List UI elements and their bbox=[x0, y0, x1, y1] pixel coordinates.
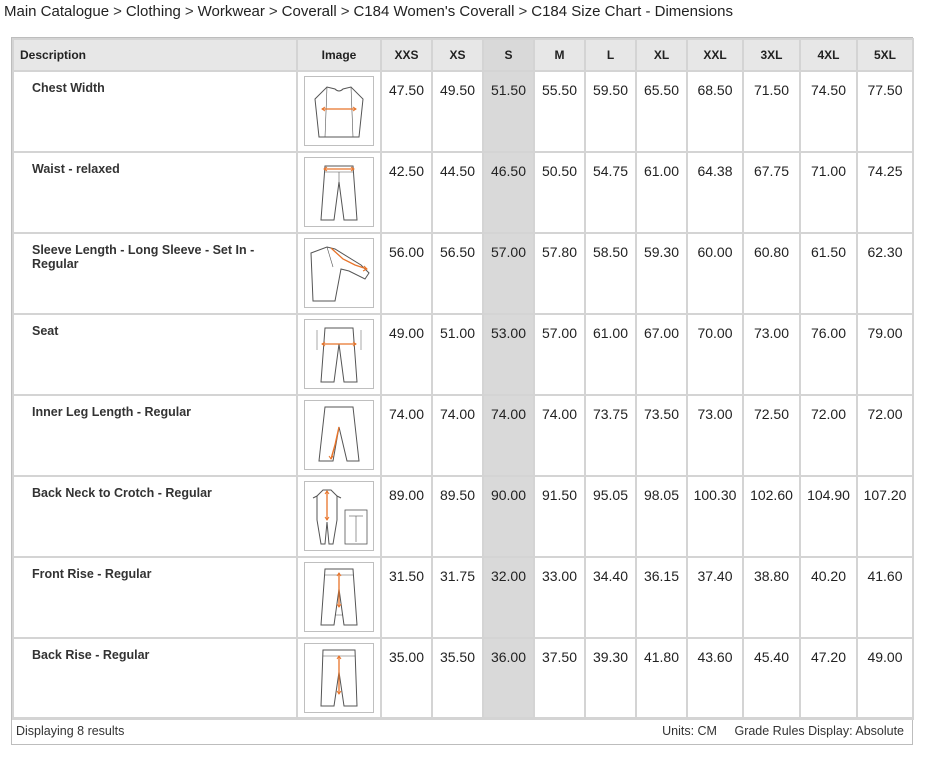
measurement-value: 43.60 bbox=[687, 638, 743, 719]
breadcrumb-separator: > bbox=[268, 3, 278, 20]
inner-leg-diagram-icon[interactable] bbox=[304, 400, 374, 470]
column-header-size[interactable]: XXS bbox=[381, 39, 432, 71]
breadcrumb-link[interactable]: Workwear bbox=[197, 3, 265, 20]
column-header-size[interactable]: 4XL bbox=[800, 39, 857, 71]
measurement-value: 73.50 bbox=[636, 395, 687, 476]
measurement-image-cell bbox=[297, 557, 381, 638]
measurement-image-cell bbox=[297, 476, 381, 557]
measurement-value: 107.20 bbox=[857, 476, 913, 557]
measurement-value: 65.50 bbox=[636, 71, 687, 152]
table-row bbox=[13, 476, 913, 557]
measurement-value: 35.50 bbox=[432, 638, 483, 719]
measurement-description: Back Rise - Regular bbox=[13, 638, 297, 719]
measurement-value: 49.00 bbox=[857, 638, 913, 719]
measurement-value: 95.05 bbox=[585, 476, 636, 557]
measurement-description: Inner Leg Length - Regular bbox=[13, 395, 297, 476]
seat-diagram-icon[interactable] bbox=[304, 319, 374, 389]
measurement-image-cell bbox=[297, 233, 381, 314]
measurement-value: 31.50 bbox=[381, 557, 432, 638]
front-rise-diagram-icon[interactable] bbox=[304, 562, 374, 632]
table-row bbox=[13, 233, 913, 314]
breadcrumb-separator: > bbox=[113, 3, 122, 20]
measurement-value: 56.50 bbox=[432, 233, 483, 314]
column-header-size[interactable]: 5XL bbox=[857, 39, 913, 71]
measurement-image-cell bbox=[297, 71, 381, 152]
measurement-image-cell bbox=[297, 152, 381, 233]
sleeve-length-diagram-icon[interactable] bbox=[304, 238, 374, 308]
units-label: Units: CM bbox=[662, 724, 717, 738]
table-row bbox=[13, 314, 913, 395]
measurement-value: 46.50 bbox=[483, 152, 534, 233]
measurement-value: 72.00 bbox=[800, 395, 857, 476]
breadcrumb-current: C184 Size Chart - Dimensions bbox=[531, 3, 733, 20]
breadcrumb-separator: > bbox=[184, 3, 194, 20]
measurement-value: 68.50 bbox=[687, 71, 743, 152]
measurement-value: 42.50 bbox=[381, 152, 432, 233]
measurement-value: 38.80 bbox=[743, 557, 800, 638]
breadcrumb-link[interactable]: C184 Women's Coverall bbox=[353, 3, 515, 20]
measurement-value: 56.00 bbox=[381, 233, 432, 314]
measurement-value: 59.30 bbox=[636, 233, 687, 314]
measurement-value: 57.00 bbox=[534, 314, 585, 395]
measurement-value: 51.50 bbox=[483, 71, 534, 152]
measurement-value: 72.50 bbox=[743, 395, 800, 476]
measurement-value: 67.00 bbox=[636, 314, 687, 395]
measurement-value: 71.50 bbox=[743, 71, 800, 152]
table-row bbox=[13, 395, 913, 476]
measurement-value: 44.50 bbox=[432, 152, 483, 233]
measurement-value: 36.00 bbox=[483, 638, 534, 719]
measurement-value: 79.00 bbox=[857, 314, 913, 395]
column-header-size[interactable]: XS bbox=[432, 39, 483, 71]
measurement-value: 89.00 bbox=[381, 476, 432, 557]
measurement-image-cell bbox=[297, 395, 381, 476]
breadcrumb-separator: > bbox=[518, 3, 528, 20]
measurement-image-cell bbox=[297, 314, 381, 395]
measurement-value: 40.20 bbox=[800, 557, 857, 638]
column-header-size[interactable]: XL bbox=[636, 39, 687, 71]
measurement-value: 74.00 bbox=[381, 395, 432, 476]
measurement-value: 54.75 bbox=[585, 152, 636, 233]
measurement-value: 37.50 bbox=[534, 638, 585, 719]
measurement-description: Waist - relaxed bbox=[13, 152, 297, 233]
back-rise-diagram-icon[interactable] bbox=[304, 643, 374, 713]
measurement-value: 64.38 bbox=[687, 152, 743, 233]
measurement-value: 74.25 bbox=[857, 152, 913, 233]
measurement-value: 47.50 bbox=[381, 71, 432, 152]
measurement-value: 36.15 bbox=[636, 557, 687, 638]
results-count: Displaying 8 results bbox=[16, 724, 125, 738]
waist-diagram-icon[interactable] bbox=[304, 157, 374, 227]
column-header-size[interactable]: XXL bbox=[687, 39, 743, 71]
measurement-value: 72.00 bbox=[857, 395, 913, 476]
breadcrumb-link[interactable]: Main Catalogue bbox=[4, 3, 110, 20]
measurement-value: 74.50 bbox=[800, 71, 857, 152]
measurement-value: 59.50 bbox=[585, 71, 636, 152]
measurement-value: 45.40 bbox=[743, 638, 800, 719]
table-footer bbox=[12, 717, 912, 744]
measurement-value: 98.05 bbox=[636, 476, 687, 557]
column-header-size[interactable]: M bbox=[534, 39, 585, 71]
column-header-size[interactable]: S bbox=[483, 39, 534, 71]
table-row bbox=[13, 71, 913, 152]
measurement-value: 60.00 bbox=[687, 233, 743, 314]
measurement-value: 33.00 bbox=[534, 557, 585, 638]
column-header-description[interactable]: Description bbox=[13, 39, 297, 71]
measurement-value: 73.75 bbox=[585, 395, 636, 476]
measurement-value: 90.00 bbox=[483, 476, 534, 557]
measurement-value: 71.00 bbox=[800, 152, 857, 233]
measurement-value: 47.20 bbox=[800, 638, 857, 719]
measurement-value: 102.60 bbox=[743, 476, 800, 557]
breadcrumb-separator: > bbox=[340, 3, 350, 20]
measurement-value: 73.00 bbox=[743, 314, 800, 395]
back-neck-to-crotch-diagram-icon[interactable] bbox=[304, 481, 374, 551]
measurement-value: 74.00 bbox=[534, 395, 585, 476]
measurement-value: 77.50 bbox=[857, 71, 913, 152]
table-row bbox=[13, 638, 913, 719]
measurement-value: 62.30 bbox=[857, 233, 913, 314]
measurement-value: 89.50 bbox=[432, 476, 483, 557]
breadcrumb bbox=[4, 2, 733, 22]
measurement-value: 34.40 bbox=[585, 557, 636, 638]
measurement-description: Seat bbox=[13, 314, 297, 395]
measurement-description: Back Neck to Crotch - Regular bbox=[13, 476, 297, 557]
measurement-value: 76.00 bbox=[800, 314, 857, 395]
measurement-value: 32.00 bbox=[483, 557, 534, 638]
measurement-value: 35.00 bbox=[381, 638, 432, 719]
chest-width-diagram-icon[interactable] bbox=[304, 76, 374, 146]
measurement-value: 39.30 bbox=[585, 638, 636, 719]
measurement-value: 37.40 bbox=[687, 557, 743, 638]
table-row bbox=[13, 557, 913, 638]
measurement-value: 53.00 bbox=[483, 314, 534, 395]
grade-rules-label: Grade Rules Display: Absolute bbox=[734, 724, 904, 738]
column-header-size[interactable]: 3XL bbox=[743, 39, 800, 71]
measurement-value: 73.00 bbox=[687, 395, 743, 476]
breadcrumb-link[interactable]: Clothing bbox=[125, 3, 181, 20]
size-chart-panel bbox=[11, 37, 913, 745]
measurement-description: Chest Width bbox=[13, 71, 297, 152]
measurement-image-cell bbox=[297, 638, 381, 719]
measurement-value: 74.00 bbox=[432, 395, 483, 476]
measurement-value: 104.90 bbox=[800, 476, 857, 557]
column-header-size[interactable]: L bbox=[585, 39, 636, 71]
measurement-value: 41.60 bbox=[857, 557, 913, 638]
table-row bbox=[13, 152, 913, 233]
measurement-value: 100.30 bbox=[687, 476, 743, 557]
measurement-value: 70.00 bbox=[687, 314, 743, 395]
measurement-value: 51.00 bbox=[432, 314, 483, 395]
measurement-value: 31.75 bbox=[432, 557, 483, 638]
measurement-value: 67.75 bbox=[743, 152, 800, 233]
measurement-value: 60.80 bbox=[743, 233, 800, 314]
measurement-value: 74.00 bbox=[483, 395, 534, 476]
measurement-value: 49.50 bbox=[432, 71, 483, 152]
measurement-description: Sleeve Length - Long Sleeve - Set In - Regular bbox=[13, 233, 297, 314]
measurement-value: 41.80 bbox=[636, 638, 687, 719]
column-header-image[interactable]: Image bbox=[297, 39, 381, 71]
measurement-value: 55.50 bbox=[534, 71, 585, 152]
measurement-description: Front Rise - Regular bbox=[13, 557, 297, 638]
size-chart-table bbox=[12, 38, 914, 720]
measurement-value: 49.00 bbox=[381, 314, 432, 395]
table-header-row bbox=[13, 39, 913, 71]
measurement-value: 61.00 bbox=[636, 152, 687, 233]
measurement-value: 50.50 bbox=[534, 152, 585, 233]
measurement-value: 57.00 bbox=[483, 233, 534, 314]
measurement-value: 58.50 bbox=[585, 233, 636, 314]
breadcrumb-link[interactable]: Coverall bbox=[281, 3, 337, 20]
measurement-value: 61.50 bbox=[800, 233, 857, 314]
measurement-value: 57.80 bbox=[534, 233, 585, 314]
measurement-value: 91.50 bbox=[534, 476, 585, 557]
measurement-value: 61.00 bbox=[585, 314, 636, 395]
